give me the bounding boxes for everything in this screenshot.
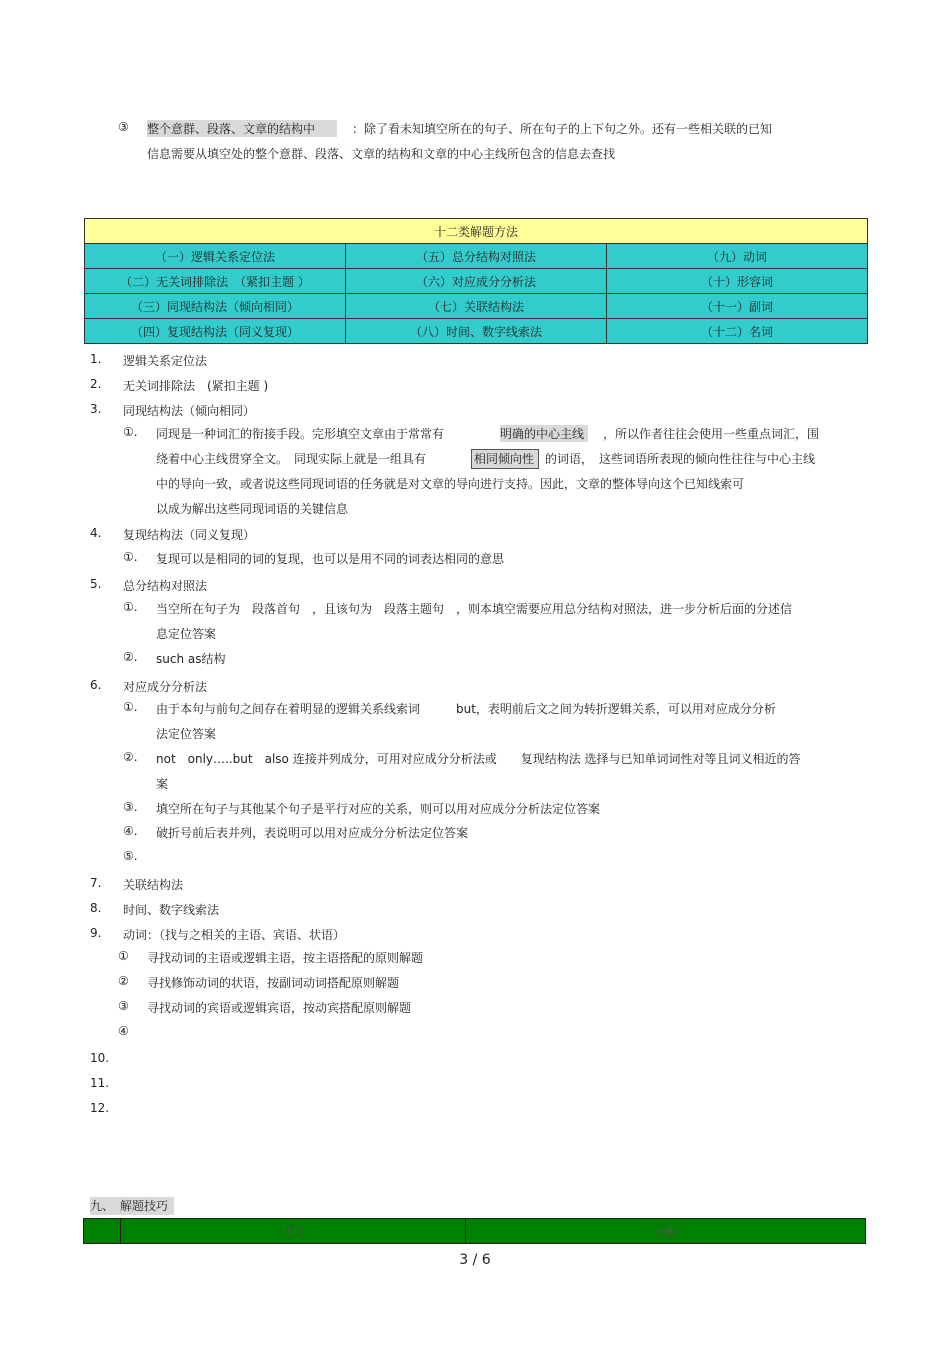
table-row: [85, 269, 868, 294]
sub-text: 的词语， 这些词语所表现的倾向性往往与中心主线: [545, 452, 816, 466]
list-number: 3.: [90, 402, 102, 416]
skills-table: [83, 1218, 866, 1244]
list-number: 5.: [90, 577, 102, 591]
sub-text: 寻找修饰动词的状语，按副词动词搭配原则解题: [147, 976, 400, 990]
list-number: 11.: [90, 1076, 110, 1090]
sub-marker: ①.: [123, 700, 138, 714]
sub-text: 复现可以是相同的词的复现，也可以是用不同的词表达相同的意思: [156, 552, 505, 566]
table-cell: （一）逻辑关系定位法: [85, 244, 346, 269]
sub-text: 同现是一种词汇的衔接手段。完形填空文章由于常常有: [156, 427, 445, 441]
sub-marker: ②.: [123, 650, 138, 664]
table-cell: （八）时间、数字线索法: [346, 319, 607, 344]
list-item: 复现结构法（同义复现）: [123, 528, 256, 542]
sub-text: not only…..but also 连接并列成分，可用对应成分分析法或 复现结构法 选择与已知单词词性对等且词义相近的答: [156, 752, 801, 766]
sub-text: 法定位答案: [156, 727, 217, 741]
table-row: [85, 294, 868, 319]
table-cell: （十二）名词: [607, 319, 868, 344]
table-cell: （十一）副词: [607, 294, 868, 319]
sub-marker: ④.: [123, 824, 138, 838]
list-item: 无关词排除法 (紧扣主题 ): [123, 379, 269, 393]
list-number: 4.: [90, 526, 102, 540]
sub-text: such as结构: [156, 652, 226, 666]
methods-table: [84, 218, 868, 344]
list-item: 时间、数字线索法: [123, 903, 220, 917]
highlight-text: 明确的中心主线: [500, 425, 588, 442]
boxed-text: 相同倾向性: [471, 449, 539, 469]
sub-text: 填空所在句子与其他某个句子是平行对应的关系，则可以用对应成分分析法定位答案: [156, 802, 601, 816]
list-item: 总分结构对照法: [123, 579, 208, 593]
table-cell: （四）复现结构法（同义复现）: [85, 319, 346, 344]
list-item: 动词：（找与之相关的主语、宾语、状语）: [123, 928, 346, 942]
table-row: [85, 244, 868, 269]
sub-marker: ②: [118, 974, 129, 988]
sub-marker: ①.: [123, 425, 138, 439]
sub-marker: ④: [118, 1024, 129, 1038]
sub-text: 寻找动词的主语或逻辑主语，按主语搭配的原则解题: [147, 951, 424, 965]
sub-marker: ①.: [123, 550, 138, 564]
sub-marker: ③.: [123, 800, 138, 814]
list-number: 7.: [90, 876, 102, 890]
list-item: 关联结构法: [123, 878, 184, 892]
list-number: 9.: [90, 926, 102, 940]
section-title: 九、 解题技巧: [90, 1197, 174, 1215]
intro-highlight: 整个意群、段落、文章的结构中: [147, 120, 337, 137]
sub-text: 当空所在句子为 段落首句 ，且该句为 段落主题句 ，则本填空需要应用总分结构对照法，进一步分析后面的分述信: [156, 602, 793, 616]
list-number: 2.: [90, 377, 102, 391]
list-item: 对应成分分析法: [123, 680, 208, 694]
list-number: 1.: [90, 352, 102, 366]
intro-text-line2: 信息需要从填空处的整个意群、段落、文章的结构和文章的中心主线所包含的信息去查找: [147, 147, 616, 161]
intro-marker: ③: [118, 120, 129, 134]
table-cell: （二）无关词排除法 （紧扣主题 ）: [85, 269, 346, 294]
sub-marker: ①: [118, 949, 129, 963]
table-cell: [84, 1219, 121, 1244]
list-item: 逻辑关系定位法: [123, 354, 208, 368]
sub-marker: ①.: [123, 600, 138, 614]
sub-text: 绕着中心主线贯穿全文。 同现实际上就是一组具有: [156, 452, 427, 466]
table-cell: （九）动词: [607, 244, 868, 269]
list-number: 8.: [90, 901, 102, 915]
table-header-cell: 分析: [466, 1219, 866, 1244]
methods-table-title: 十二类解题方法: [85, 219, 868, 244]
table-cell: （五）总分结构对照法: [346, 244, 607, 269]
list-item: 同现结构法（倾向相同）: [123, 404, 256, 418]
list-number: 12.: [90, 1101, 110, 1115]
list-number: 6.: [90, 678, 102, 692]
sub-text: 寻找动词的宾语或逻辑宾语，按动宾搭配原则解题: [147, 1001, 412, 1015]
table-cell: （七）关联结构法: [346, 294, 607, 319]
sub-text: 以成为解出这些同现词语的关键信息: [156, 502, 349, 516]
table-cell: （六）对应成分分析法: [346, 269, 607, 294]
intro-text: ：除了看未知填空所在的句子、所在句子的上下句之外。还有一些相关联的已知: [352, 122, 773, 136]
sub-text: 中的导向一致，或者说这些同现词语的任务就是对文章的导向进行支持。因此，文章的整体导向这个已知线索可: [156, 477, 745, 491]
sub-text: 案: [156, 777, 169, 791]
table-cell: （三）同现结构法（倾向相同）: [85, 294, 346, 319]
sub-marker: ②.: [123, 750, 138, 764]
table-row: [85, 319, 868, 344]
sub-text: ，所以作者往往会使用一些重点词汇，围: [603, 427, 820, 441]
table-cell: （十）形容词: [607, 269, 868, 294]
list-number: 10.: [90, 1051, 110, 1065]
sub-text: 破折号前后表并列，表说明可以用对应成分分析法定位答案: [156, 826, 469, 840]
table-row: [84, 1219, 866, 1244]
sub-marker: ⑤.: [123, 849, 138, 863]
table-header-cell: 技巧: [121, 1219, 466, 1244]
sub-text: 息定位答案: [156, 627, 217, 641]
page-number: 3 / 6: [459, 1252, 491, 1268]
sub-text: 由于本句与前句之间存在着明显的逻辑关系线索词 but，表明前后文之间为转折逻辑关系，可以用对应成分分析: [156, 702, 776, 716]
sub-marker: ③: [118, 999, 129, 1013]
